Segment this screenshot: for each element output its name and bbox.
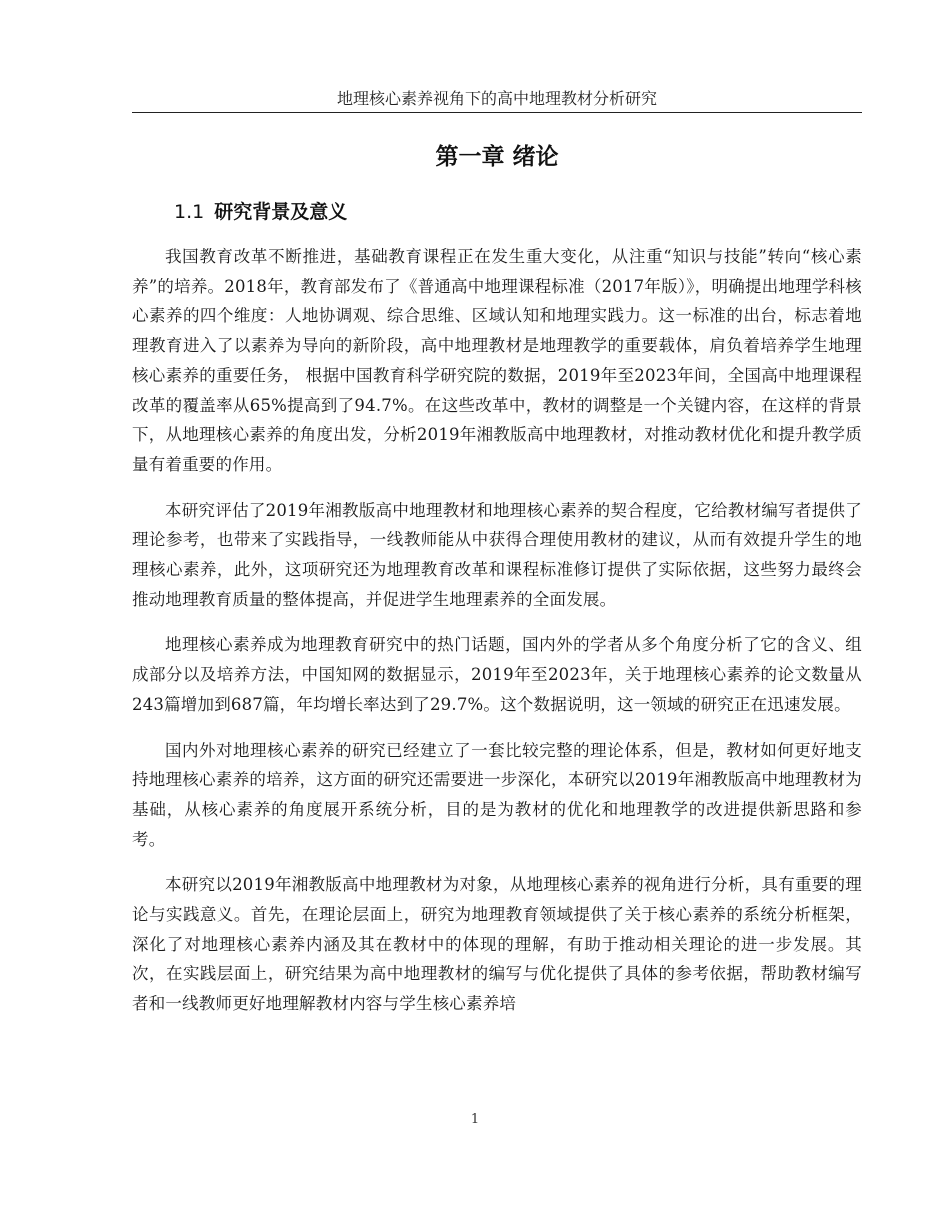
page-number: 1 xyxy=(470,1112,480,1127)
body-text xyxy=(132,242,862,1035)
section-heading xyxy=(174,198,347,226)
section-title-text: 研究背景及意义 xyxy=(214,201,348,223)
paragraph-1: 我国教育改革不断推进，基础教育课程正在发生重大变化，从注重“知识与技能”转向“核心素养”的培养。2018年，教育部发布了《普通高中地理课程标准（2017年版）》，明确提出地理学科核心素养的四个维度：人地协调观、综合思维、区域认知和地理实践力。这一标准的出台，标志着地理教育进入了以素养为导向的新阶段，高中地理教材是地理教学的重要载体，肩负着培养学生地理核心素养的重要任务， 根据中国教育科学研究院的数据，2019年至2023年间，全国高中地理课程改革的覆盖率从65%提高到了94.7%。在这些改革中，教材的调整是一个关键内容，在这样的背景下，从地理核心素养的角度出发，分析2019年湘教版高中地理教材，对推动教材优化和提升教学质量有着重要的作用。 xyxy=(132,247,862,474)
paragraph-4: 国内外对地理核心素养的研究已经建立了一套比较完整的理论体系，但是，教材如何更好地支持地理核心素养的培养，这方面的研究还需要进一步深化，本研究以2019年湘教版高中地理教材为基础，从核心素养的角度展开系统分析，目的是为教材的优化和地理教学的改进提供新思路和参考。 xyxy=(132,740,862,849)
chapter-title: 第一章 绪论 xyxy=(435,144,559,170)
paragraph-5: 本研究以2019年湘教版高中地理教材为对象，从地理核心素养的视角进行分析，具有重要的理论与实践意义。首先，在理论层面上，研究为地理教育领域提供了关于核心素养的系统分析框架，深化了对地理核心素养内涵及其在教材中的体现的理解，有助于推动相关理论的进一步发展。其次，在实践层面上，研究结果为高中地理教材的编写与优化提供了具体的参考依据，帮助教材编写者和一线教师更好地理解教材内容与学生核心素养培 xyxy=(132,875,862,1014)
section-number: 1.1 xyxy=(174,201,205,223)
header-divider xyxy=(132,112,862,113)
paragraph-2: 本研究评估了2019年湘教版高中地理教材和地理核心素养的契合程度，它给教材编写者提供了理论参考，也带来了实践指导，一线教师能从中获得合理使用教材的建议，从而有效提升学生的地理核心素养，此外，这项研究还为地理教育改革和课程标准修订提供了实际依据，这些努力最终会推动地理教育质量的整体提高，并促进学生地理素养的全面发展。 xyxy=(132,500,862,609)
paragraph-3: 地理核心素养成为地理教育研究中的热门话题，国内外的学者从多个角度分析了它的含义、组成部分以及培养方法，中国知网的数据显示，2019年至2023年，关于地理核心素养的论文数量从243篇增加到687篇，年均增长率达到了29.7%。这个数据说明，这一领域的研究正在迅速发展。 xyxy=(132,635,862,714)
running-header: 地理核心素养视角下的高中地理教材分析研究 xyxy=(336,89,657,108)
